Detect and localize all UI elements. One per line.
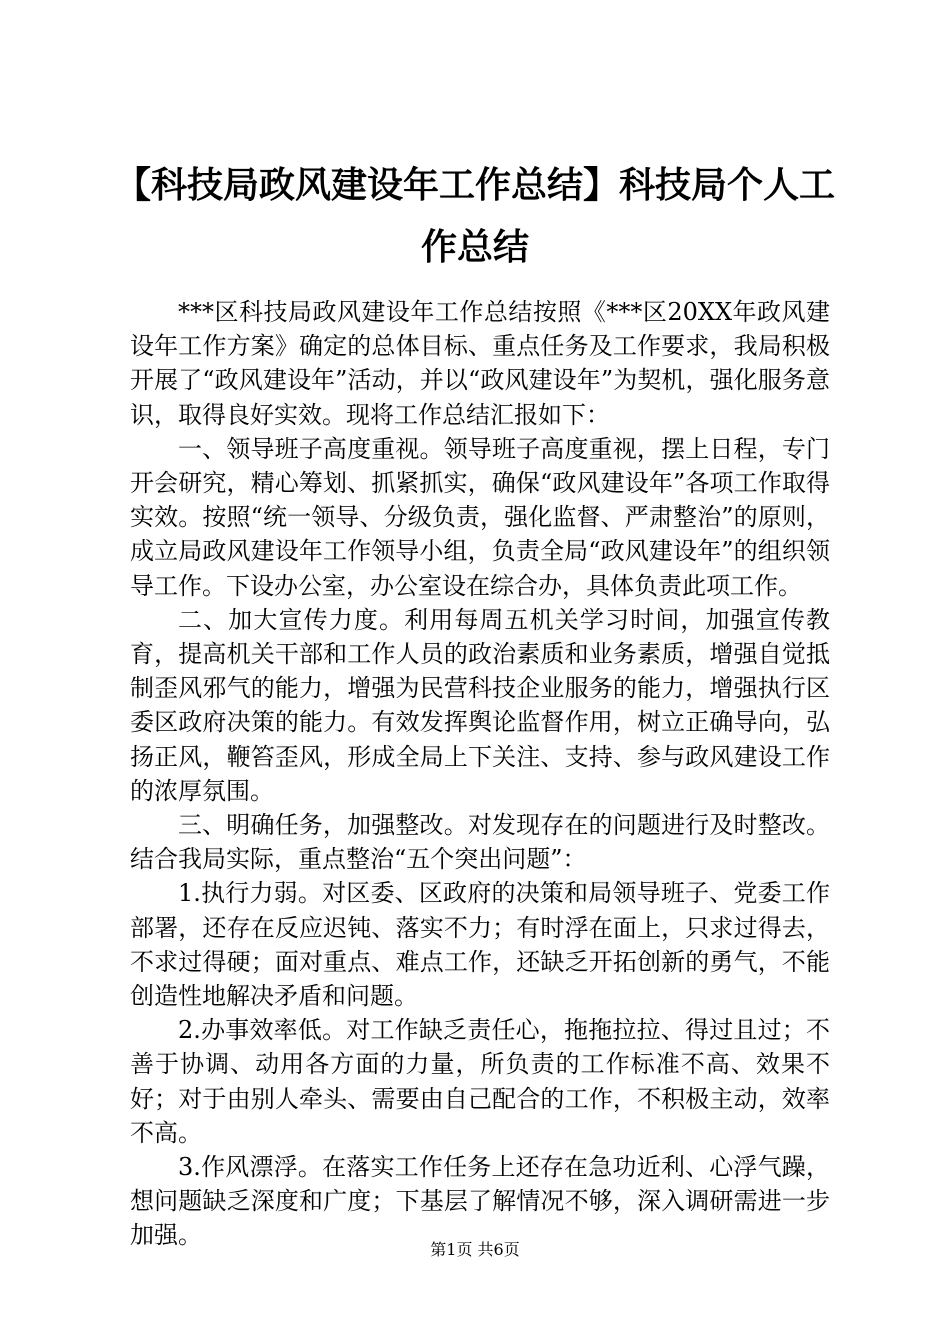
paragraph-section-3: 三、明确任务，加强整改。对发现存在的问题进行及时整改。结合我局实际，重点整治“五个突出问题”：: [130, 811, 830, 874]
paragraph-item-3: 3.作风漂浮。在落实工作任务上还存在急功近利、心浮气躁，想问题缺乏深度和广度；下基层了解情况不够，深入调研需进一步加强。: [130, 1153, 830, 1250]
paragraph-item-2: 2.办事效率低。对工作缺乏责任心，拖拖拉拉、得过且过；不善于协调、动用各方面的力量，所负责的工作标准不高、效果不好；对于由别人牵头、需要由自己配合的工作，不积极主动，效率不高。: [130, 1016, 830, 1147]
document-body: [130, 295, 830, 1253]
paragraph-item-1: 1.执行力弱。对区委、区政府的决策和局领导班子、党委工作部署，还存在反应迟钝、落实不力；有时浮在面上，只求过得去，不求过得硬；面对重点、难点工作，还缺乏开拓创新的勇气，不能创造性地解决矛盾和问题。: [130, 879, 830, 1011]
document-title: 【科技局政风建设年工作总结】科技局个人工作总结: [114, 165, 835, 268]
paragraph-section-1: 一、领导班子高度重视。领导班子高度重视，摆上日程，专门开会研究，精心筹划、抓紧抓实，确保“政风建设年”各项工作取得实效。按照“统一领导、分级负责，强化监督、严肃整治”的原则，成立局政风建设年工作领导小组，负责全局“政风建设年”的组织领导工作。下设办公室，办公室设在综合办，具体负责此项工作。: [130, 434, 830, 600]
paragraph-intro: ***区科技局政风建设年工作总结按照《***区20XX年政风建设年工作方案》确定的总体目标、重点任务及工作要求，我局积极开展了“政风建设年”活动，并以“政风建设年”为契机，强化服务意识，取得良好实效。现将工作总结汇报如下：: [130, 298, 830, 429]
paragraph-section-2: 二、加大宣传力度。利用每周五机关学习时间，加强宣传教育，提高机关干部和工作人员的政治素质和业务素质，增强自觉抵制歪风邪气的能力，增强为民营科技企业服务的能力，增强执行区委区政府决策的能力。有效发挥舆论监督作用，树立正确导向，弘扬正风，鞭笞歪风，形成全局上下关注、支持、参与政风建设工作的浓厚氛围。: [130, 605, 830, 805]
page-footer: 第1页 共6页: [430, 1240, 520, 1259]
